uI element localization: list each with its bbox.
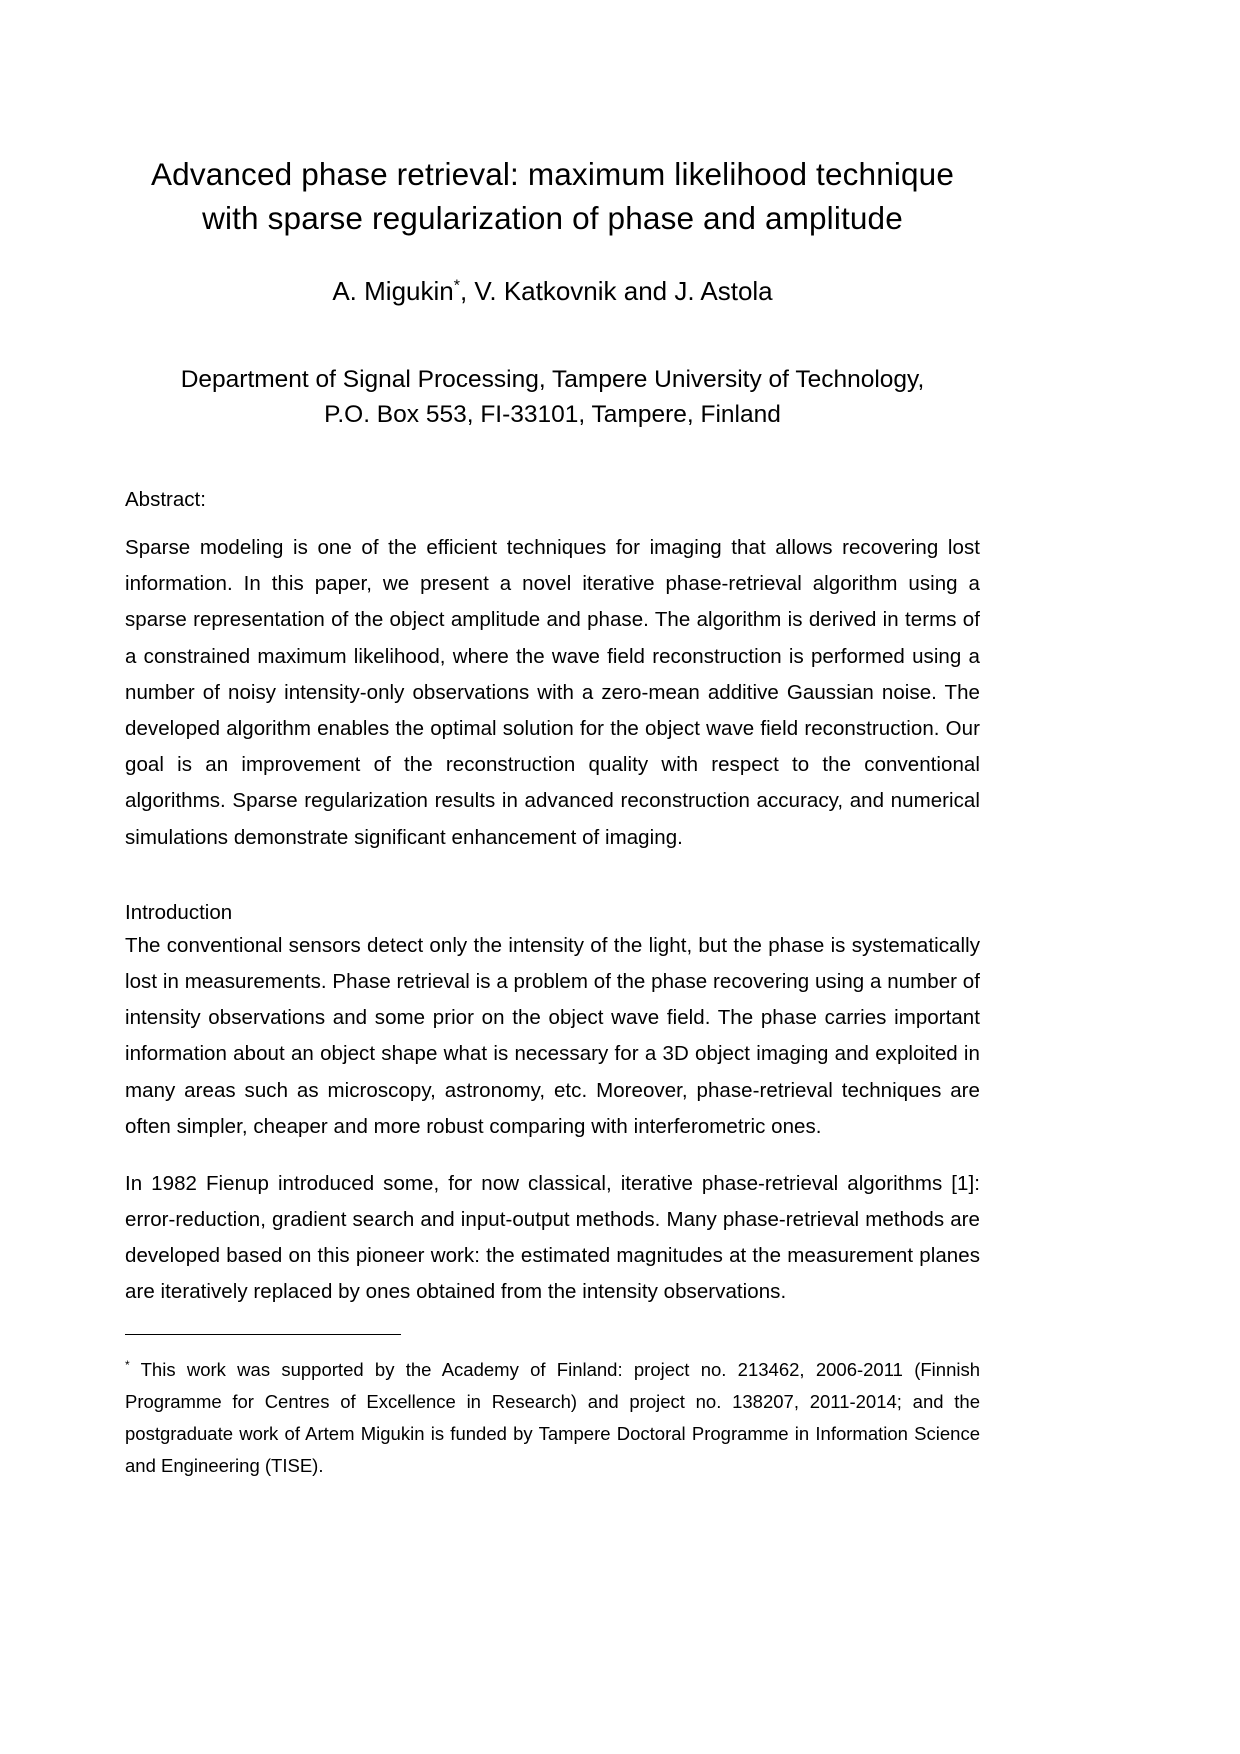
introduction-heading: Introduction <box>125 900 233 924</box>
author-footnote-marker: * <box>453 277 460 295</box>
introduction-paragraph-1: The conventional sensors detect only the intensity of the light, but the phase is systematically lost in measurements. Phase retrieval is a problem of the phase recovering using a number of intensity observations and some prior on the object wave field. The phase carries important information about an object shape what is necessary for a 3D object imaging and exploited in many areas such as microscopy, astronomy, etc. Moreover, phase-retrieval techniques are often simpler, cheaper and more robust comparing with interferometric ones. <box>125 933 980 1138</box>
page-content <box>125 0 980 1500</box>
author-names-suffix: , V. Katkovnik and J. Astola <box>459 276 773 306</box>
page-title: Advanced phase retrieval: maximum likelihood technique with sparse regularization of phase and amplitude <box>150 156 955 236</box>
affiliation <box>125 362 980 432</box>
abstract-text: Sparse modeling is one of the efficient techniques for imaging that allows recovering lost information. In this paper, we present a novel iterative phase-retrieval algorithm using a sparse representation of the object amplitude and phase. The algorithm is derived in terms of a constrained maximum likelihood, where the wave field reconstruction is performed using a number of noisy intensity-only observations with a zero-mean additive Gaussian noise. The developed algorithm enables the optimal solution for the object wave field reconstruction. Our goal is an improvement of the reconstruction quality with respect to the conventional algorithms. Sparse regularization results in advanced reconstruction accuracy, and numerical simulations demonstrate significant enhancement of imaging. <box>125 536 980 849</box>
introduction-paragraph-2: In 1982 Fienup introduced some, for now classical, iterative phase-retrieval algorithms [1]: error-reduction, gradient search and input-output methods. Many phase-retrieval methods are developed based on this pioneer work: the estimated magnitudes at the measurement planes are iteratively replaced by ones obtained from the intensity observations. <box>125 1171 980 1304</box>
author-list <box>125 274 980 308</box>
footnote-separator-rule <box>125 1334 401 1335</box>
affiliation-line-1: Department of Signal Processing, Tampere University of Technology, <box>180 366 925 393</box>
affiliation-line-2: P.O. Box 553, FI-33101, Tampere, Finland <box>324 401 781 428</box>
footnote-marker: * <box>125 1357 130 1372</box>
footnote-area <box>125 1334 980 1482</box>
footnote-text <box>125 1354 980 1482</box>
footnote-body: This work was supported by the Academy of Finland: project no. 213462, 2006-2011 (Finnish Programme for Centres of Excellence in Research) and project no. 138207, 2011-2014; and the postgraduate work of Artem Migukin is funded by Tampere Doctoral Programme in Information Science and Engineering (TISE). <box>125 1358 981 1476</box>
abstract-label: Abstract: <box>125 488 206 511</box>
author-names-prefix: A. Migukin <box>332 276 454 306</box>
